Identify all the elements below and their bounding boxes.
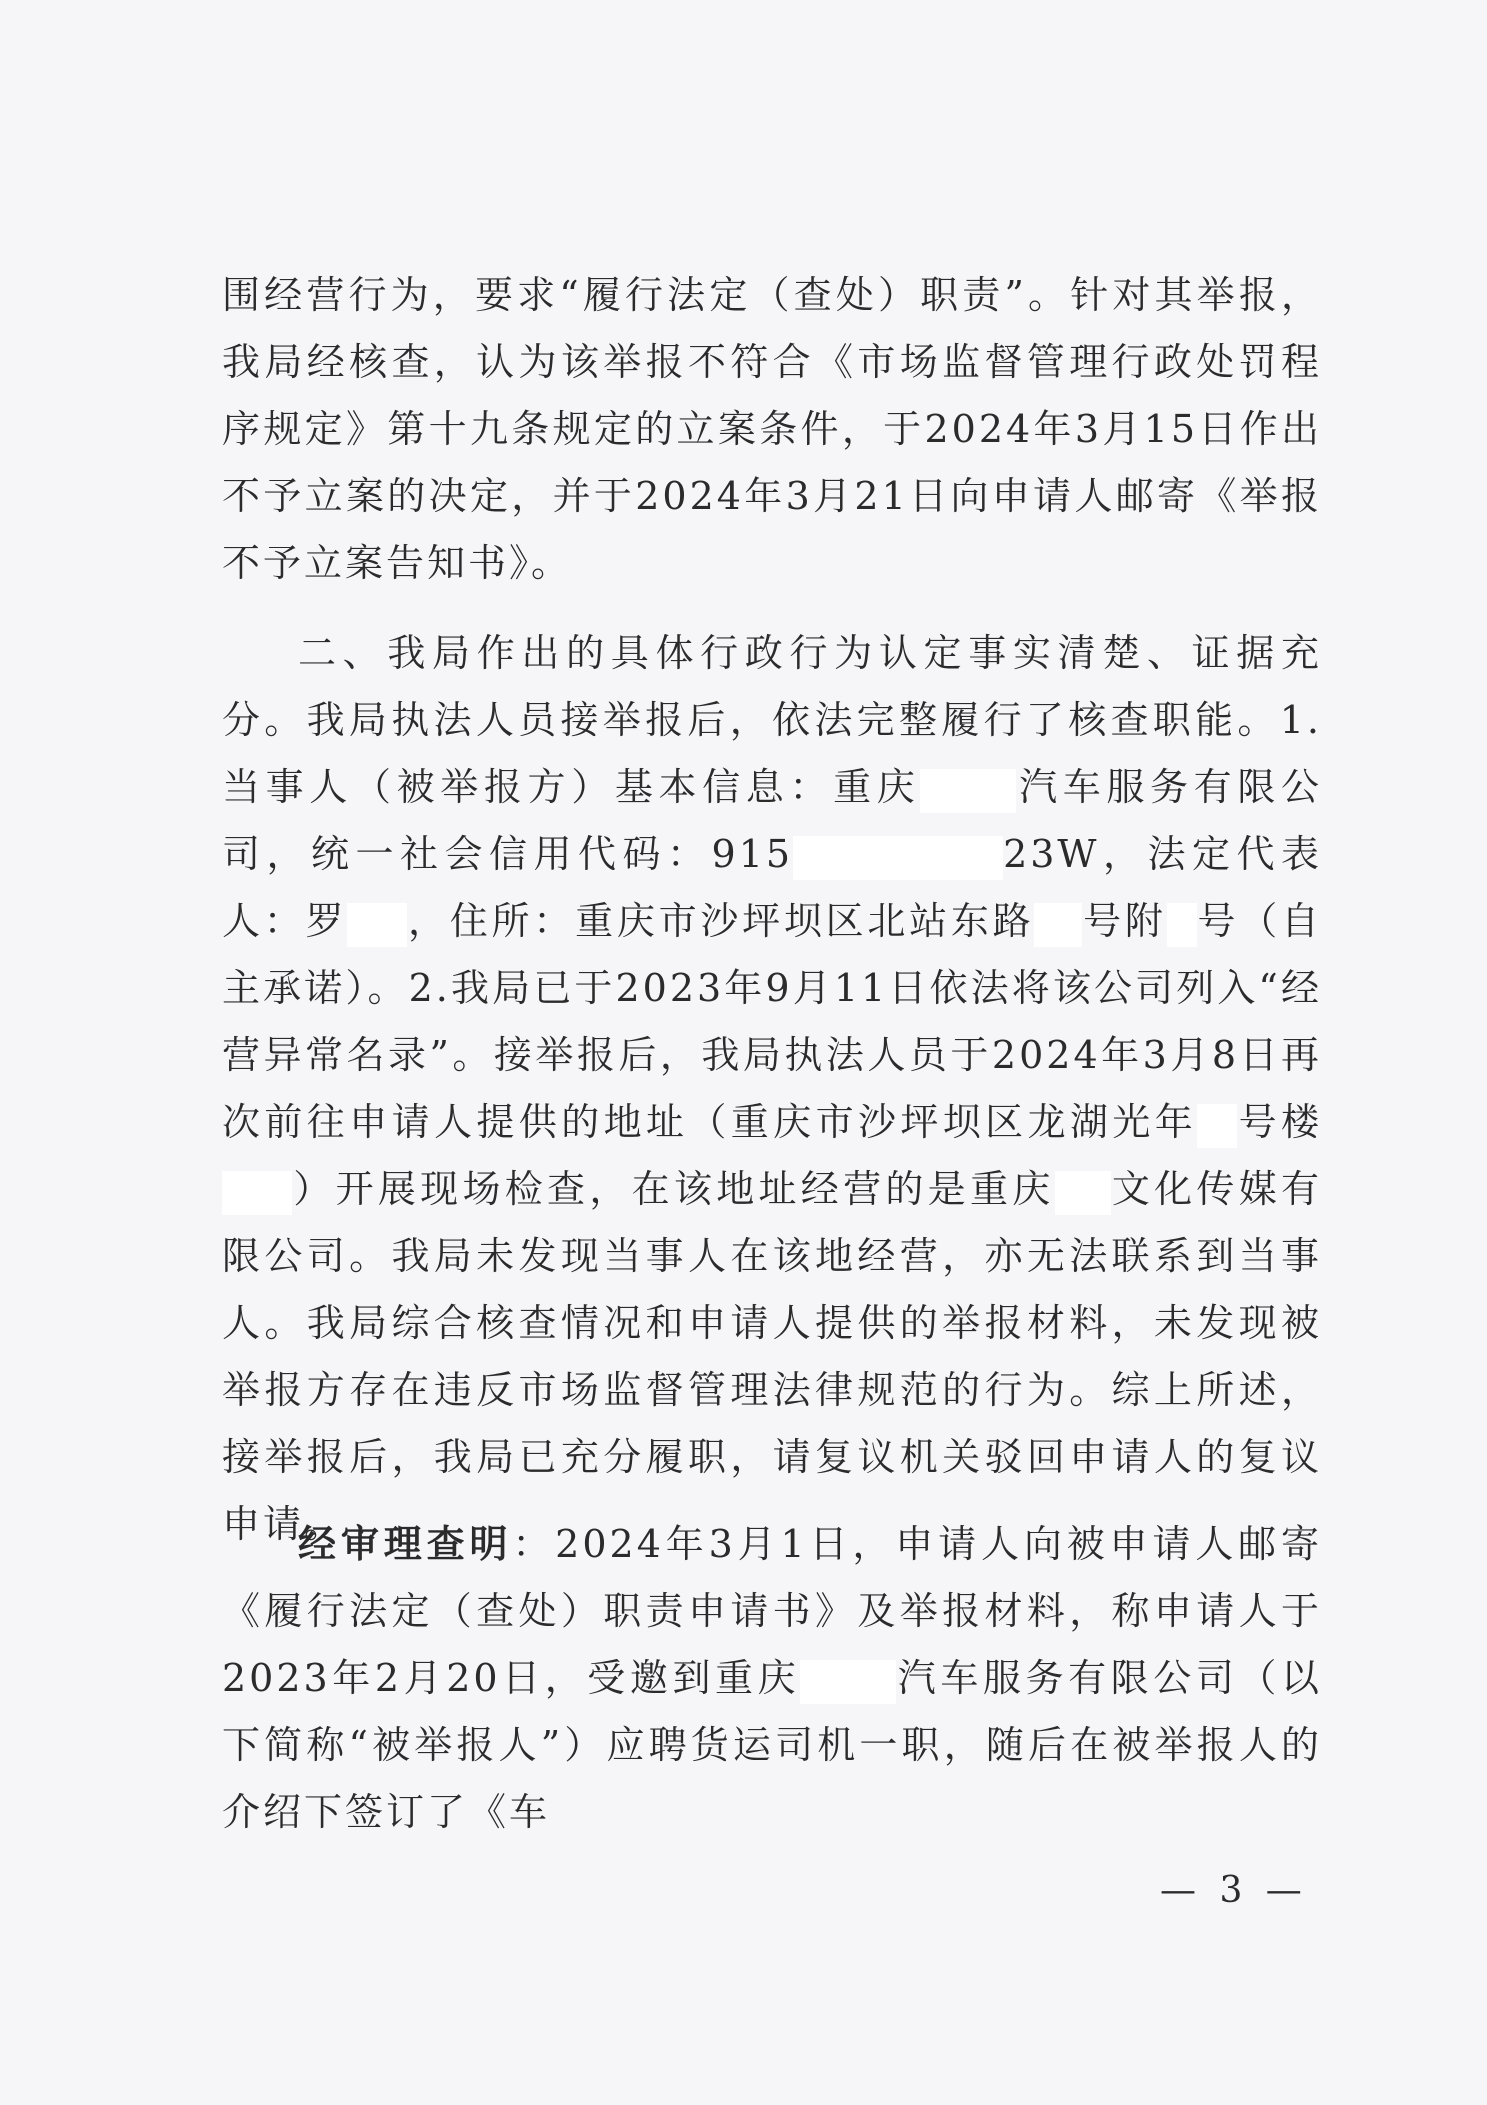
page-number: — 3 — (1160, 1870, 1308, 1911)
redaction-box (222, 1171, 292, 1215)
redaction-box (1197, 1104, 1237, 1148)
paragraph-3-part-2: 汽车服务有限公司（以下简称“被举报人”）应聘货运司机一职，随后在被举报人的介绍下签订了《车 (222, 1656, 1322, 1834)
paragraph-2 (222, 620, 1322, 1558)
redaction-box (1034, 903, 1082, 947)
paragraph-1 (222, 262, 1322, 597)
paragraph-2-part-7: 号楼 (1237, 1100, 1322, 1144)
paragraph-3-part-1: ：2024年3月1日，申请人向被申请人邮寄《履行法定（查处）职责申请书》及举报材料，称申请人于2023年2月20日，受邀到重庆 (222, 1522, 1322, 1700)
paragraph-2-part-5: 号附 (1082, 899, 1167, 943)
redaction-box (347, 903, 407, 947)
paragraph-2-part-8: ）开展现场检查，在该地址经营的是重庆 (292, 1167, 1055, 1211)
paragraph-3-lead: 经审理查明 (298, 1521, 513, 1566)
paragraph-2-part-4: ，住所：重庆市沙坪坝区北站东路 (407, 899, 1035, 943)
paragraph-2-part-3: 23W，法定代表人：罗 (222, 832, 1322, 943)
paragraph-3 (222, 1510, 1322, 1846)
redaction-box (800, 1660, 896, 1704)
paragraph-2-part-1: 二、我局作出的具体行政行为认定事实清楚、证据充分。我局执法人员接举报后，依法完整履行了核查职能。1.当事人（被举报方）基本信息：重庆 (222, 631, 1322, 809)
paragraph-2-part-2: 汽车服务有限公司，统一社会信用代码：915 (222, 765, 1322, 876)
redaction-box (920, 769, 1016, 813)
paragraph-2-part-9: 文化传媒有限公司。我局未发现当事人在该地经营，亦无法联系到当事人。我局综合核查情况和申请人提供的举报材料，未发现被举报方存在违反市场监督管理法律规范的行为。综上所述，接举报后，我局已充分履职，请复议机关驳回申请人的复议申请。 (222, 1167, 1322, 1546)
redaction-box (1055, 1171, 1111, 1215)
redaction-box (793, 836, 1003, 880)
redaction-box (1167, 903, 1197, 947)
paragraph-2-part-6: 号（自主承诺）。2.我局已于2023年9月11日依法将该公司列入“经营异常名录”。接举报后，我局执法人员于2024年3月8日再次前往申请人提供的地址（重庆市沙坪坝区龙湖光年 (222, 899, 1322, 1144)
paragraph-1-text: 围经营行为，要求“履行法定（查处）职责”。针对其举报，我局经核查，认为该举报不符合《市场监督管理行政处罚程序规定》第十九条规定的立案条件，于2024年3月15日作出不予立案的决定，并于2024年3月21日向申请人邮寄《举报不予立案告知书》。 (222, 273, 1322, 585)
